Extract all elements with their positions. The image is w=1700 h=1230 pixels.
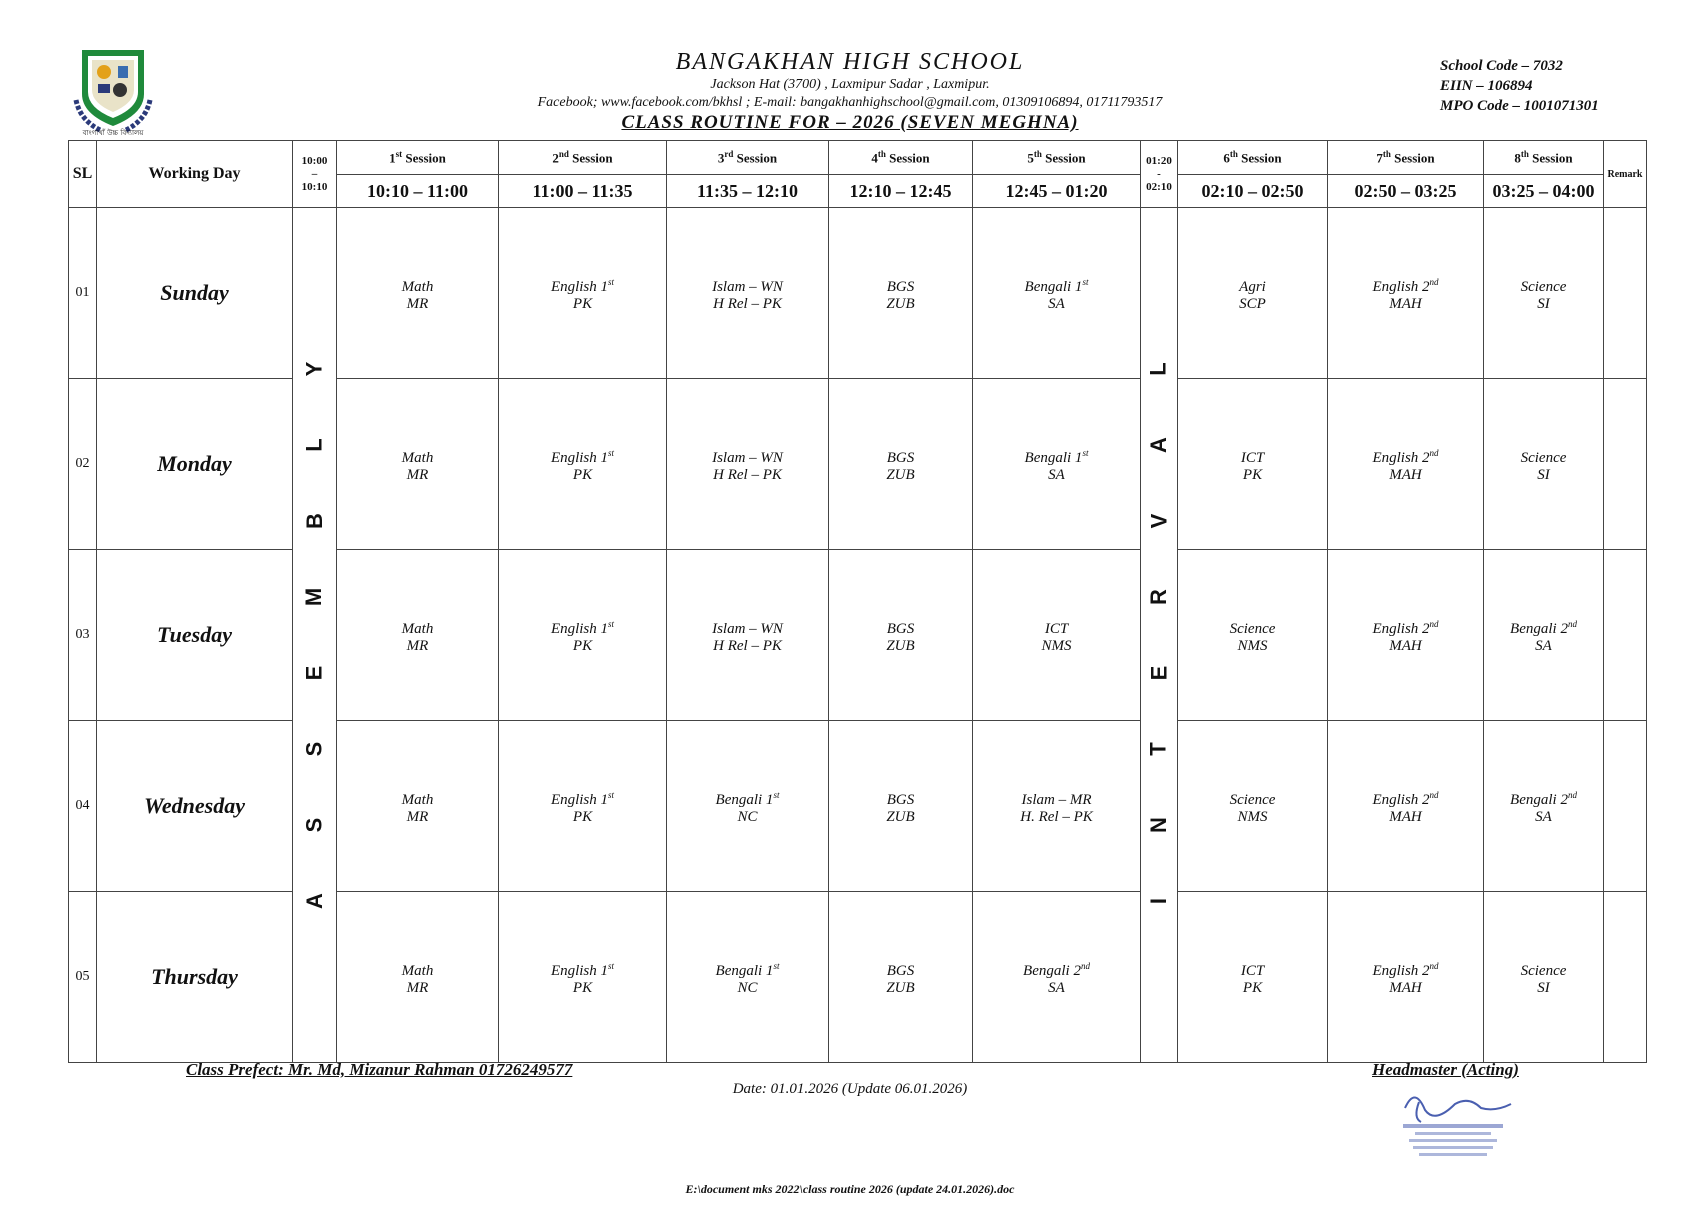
assembly-column-letter: S bbox=[301, 741, 327, 757]
interval-column-letter: I bbox=[1146, 897, 1171, 905]
school-contact: Facebook; www.facebook.com/bkhsl ; E-mail: bangakhanhighschool@gmail.com, 01309106894, 01711793517 bbox=[537, 95, 1163, 110]
class-cell bbox=[1178, 892, 1328, 1063]
remark-cell bbox=[1604, 892, 1647, 1063]
teacher-code: PK bbox=[1242, 466, 1263, 483]
class-cell bbox=[337, 721, 499, 892]
class-cell bbox=[499, 550, 667, 721]
subject-name: English 1st bbox=[550, 789, 615, 808]
teacher-code: MAH bbox=[1389, 979, 1422, 996]
session-header-6: 6th Session bbox=[1178, 141, 1328, 175]
class-cell bbox=[1484, 721, 1604, 892]
assembly-column-letter: E bbox=[301, 665, 327, 681]
school-name: BANGAKHAN HIGH SCHOOL bbox=[675, 49, 1025, 75]
teacher-code: MR bbox=[406, 979, 429, 996]
class-cell bbox=[973, 892, 1141, 1063]
session-header-8: 8th Session bbox=[1484, 141, 1604, 175]
teacher-code: SA bbox=[1048, 979, 1065, 996]
interval-column-letter: E bbox=[1146, 665, 1171, 681]
routine-body bbox=[69, 208, 1647, 1063]
teacher-code: PK bbox=[572, 808, 593, 825]
school-crest-icon bbox=[70, 48, 156, 136]
subject-name: Islam – MR bbox=[1021, 791, 1092, 808]
row-day: Tuesday bbox=[97, 550, 293, 721]
class-cell bbox=[667, 550, 829, 721]
teacher-code: SI bbox=[1537, 979, 1550, 996]
class-cell bbox=[829, 550, 973, 721]
class-cell bbox=[973, 550, 1141, 721]
subject-name: English 2nd bbox=[1372, 789, 1439, 808]
subject-name: Bengali 1st bbox=[715, 960, 780, 979]
subject-name: ICT bbox=[1240, 962, 1265, 979]
interval-column-letter: T bbox=[1145, 742, 1171, 756]
remark-header: Remark bbox=[1604, 141, 1647, 208]
class-cell bbox=[499, 379, 667, 550]
teacher-code: ZUB bbox=[886, 637, 915, 654]
subject-name: English 2nd bbox=[1372, 447, 1439, 466]
teacher-code: PK bbox=[572, 979, 593, 996]
school-codes bbox=[1440, 56, 1599, 116]
interval-time-header: 01:20 - 02:10 bbox=[1141, 141, 1178, 208]
headmaster-label: Headmaster (Acting) bbox=[1372, 1060, 1519, 1079]
teacher-code: MAH bbox=[1389, 808, 1422, 825]
assembly-column-letter: S bbox=[301, 817, 327, 833]
remark-cell bbox=[1604, 379, 1647, 550]
teacher-code: NMS bbox=[1041, 637, 1072, 654]
subject-name: Science bbox=[1229, 791, 1276, 808]
teacher-code: SA bbox=[1535, 637, 1552, 654]
remark-cell bbox=[1604, 208, 1647, 379]
class-cell bbox=[1484, 550, 1604, 721]
class-cell bbox=[667, 208, 829, 379]
subject-name: ICT bbox=[1044, 620, 1069, 637]
routine-title: CLASS ROUTINE FOR – 2026 (SEVEN MEGHNA) bbox=[621, 112, 1079, 133]
teacher-code: SA bbox=[1048, 466, 1065, 483]
class-cell bbox=[973, 721, 1141, 892]
subject-name: Math bbox=[401, 791, 434, 808]
class-cell bbox=[1178, 379, 1328, 550]
class-cell bbox=[499, 208, 667, 379]
teacher-code: ZUB bbox=[886, 295, 915, 312]
teacher-code: ZUB bbox=[886, 979, 915, 996]
teacher-code: NC bbox=[737, 979, 758, 996]
class-cell bbox=[1178, 208, 1328, 379]
teacher-code: SCP bbox=[1239, 295, 1266, 312]
subject-name: Islam – WN bbox=[712, 278, 783, 295]
subject-name: Bengali 2nd bbox=[1510, 789, 1577, 808]
class-cell bbox=[829, 208, 973, 379]
subject-name: Math bbox=[401, 278, 434, 295]
interval-column-letter: L bbox=[1145, 362, 1171, 376]
signature-stamp-icon bbox=[1385, 1088, 1525, 1168]
subject-name: English 2nd bbox=[1372, 276, 1439, 295]
teacher-code: SI bbox=[1537, 295, 1550, 312]
row-day: Monday bbox=[97, 379, 293, 550]
class-prefect: Class Prefect: Mr. Md, Mizanur Rahman 01726249577 bbox=[186, 1060, 573, 1079]
class-cell bbox=[1178, 550, 1328, 721]
subject-name: Science bbox=[1229, 620, 1276, 637]
row-sl: 05 bbox=[69, 892, 97, 1063]
class-cell bbox=[1328, 208, 1484, 379]
assembly-column-letter: B bbox=[301, 513, 327, 529]
teacher-code: MAH bbox=[1389, 295, 1422, 312]
teacher-code: SI bbox=[1537, 466, 1550, 483]
class-cell bbox=[1484, 892, 1604, 1063]
svg-text:বাংগাখাঁ উচ্চ বিদ্যালয়: বাংগাখাঁ উচ্চ বিদ্যালয় bbox=[82, 129, 144, 136]
class-cell bbox=[337, 892, 499, 1063]
class-cell bbox=[829, 721, 973, 892]
teacher-code: NC bbox=[737, 808, 758, 825]
teacher-code: MAH bbox=[1389, 637, 1422, 654]
class-cell bbox=[1484, 208, 1604, 379]
teacher-code: NMS bbox=[1237, 637, 1268, 654]
subject-name: Islam – WN bbox=[712, 620, 783, 637]
session-time-7: 02:50 – 03:25 bbox=[1328, 175, 1484, 208]
working-day-header: Working Day bbox=[97, 141, 293, 208]
subject-name: Math bbox=[401, 962, 434, 979]
class-cell bbox=[829, 379, 973, 550]
subject-name: English 1st bbox=[550, 276, 615, 295]
session-time-6: 02:10 – 02:50 bbox=[1178, 175, 1328, 208]
interval-column-letter: R bbox=[1145, 589, 1171, 605]
row-sl: 02 bbox=[69, 379, 97, 550]
class-cell bbox=[1484, 379, 1604, 550]
subject-name: English 1st bbox=[550, 447, 615, 466]
session-time-1: 10:10 – 11:00 bbox=[337, 175, 499, 208]
assembly-column-letter: M bbox=[301, 587, 327, 607]
table-row bbox=[69, 208, 1647, 379]
teacher-code: PK bbox=[572, 466, 593, 483]
assembly-column bbox=[293, 208, 337, 1063]
subject-name: Islam – WN bbox=[712, 449, 783, 466]
subject-name: ICT bbox=[1240, 449, 1265, 466]
subject-name: Science bbox=[1520, 962, 1567, 979]
interval-column-letter: N bbox=[1145, 817, 1171, 833]
teacher-code: H Rel – PK bbox=[713, 466, 782, 483]
class-cell bbox=[499, 892, 667, 1063]
teacher-code: NMS bbox=[1237, 808, 1268, 825]
row-day: Wednesday bbox=[97, 721, 293, 892]
class-cell bbox=[337, 379, 499, 550]
session-header-1: 1st Session bbox=[337, 141, 499, 175]
session-header-4: 4th Session bbox=[829, 141, 973, 175]
teacher-code: MAH bbox=[1389, 466, 1422, 483]
file-path: E:\document mks 2022\class routine 2026 (update 24.01.2026).doc bbox=[685, 1182, 1015, 1196]
session-time-5: 12:45 – 01:20 bbox=[973, 175, 1141, 208]
session-time-3: 11:35 – 12:10 bbox=[667, 175, 829, 208]
class-cell bbox=[973, 379, 1141, 550]
subject-name: Math bbox=[401, 449, 434, 466]
class-cell bbox=[1328, 721, 1484, 892]
session-time-8: 03:25 – 04:00 bbox=[1484, 175, 1604, 208]
class-cell bbox=[667, 721, 829, 892]
teacher-code: ZUB bbox=[886, 808, 915, 825]
subject-name: BGS bbox=[886, 278, 915, 295]
class-cell bbox=[973, 208, 1141, 379]
row-day: Sunday bbox=[97, 208, 293, 379]
subject-name: Bengali 1st bbox=[1024, 276, 1089, 295]
teacher-code: H Rel – PK bbox=[713, 295, 782, 312]
subject-name: English 1st bbox=[550, 618, 615, 637]
routine-table bbox=[68, 140, 1647, 1063]
routine-date: Date: 01.01.2026 (Update 06.01.2026) bbox=[732, 1081, 968, 1097]
teacher-code: PK bbox=[572, 295, 593, 312]
interval-column-letter: V bbox=[1146, 513, 1171, 529]
session-header-3: 3rd Session bbox=[667, 141, 829, 175]
class-cell bbox=[337, 550, 499, 721]
class-cell bbox=[1328, 892, 1484, 1063]
teacher-code: PK bbox=[1242, 979, 1263, 996]
teacher-code: SA bbox=[1535, 808, 1552, 825]
subject-name: Bengali 1st bbox=[715, 789, 780, 808]
eiin-code: EIIN – 106894 bbox=[1440, 78, 1533, 94]
subject-name: Bengali 1st bbox=[1024, 447, 1089, 466]
teacher-code: MR bbox=[406, 637, 429, 654]
assembly-column-letter: L bbox=[301, 438, 327, 452]
teacher-code: MR bbox=[406, 808, 429, 825]
assembly-column-letter: Y bbox=[301, 361, 327, 377]
session-header-5: 5th Session bbox=[973, 141, 1141, 175]
teacher-code: SA bbox=[1048, 295, 1065, 312]
interval-column-letter: A bbox=[1145, 437, 1171, 453]
session-time-4: 12:10 – 12:45 bbox=[829, 175, 973, 208]
subject-name: English 1st bbox=[550, 960, 615, 979]
subject-name: BGS bbox=[886, 791, 915, 808]
class-cell bbox=[337, 208, 499, 379]
mpo-code: MPO Code – 1001071301 bbox=[1440, 98, 1599, 114]
subject-name: Science bbox=[1520, 278, 1567, 295]
class-cell bbox=[1178, 721, 1328, 892]
assembly-time-header: 10:00 – 10:10 bbox=[293, 141, 337, 208]
teacher-code: MR bbox=[406, 466, 429, 483]
class-cell bbox=[667, 379, 829, 550]
row-sl: 03 bbox=[69, 550, 97, 721]
subject-name: BGS bbox=[886, 962, 915, 979]
subject-name: Agri bbox=[1239, 278, 1266, 295]
class-cell bbox=[829, 892, 973, 1063]
row-sl: 01 bbox=[69, 208, 97, 379]
subject-name: English 2nd bbox=[1372, 618, 1439, 637]
sl-header: SL bbox=[69, 141, 97, 208]
class-cell bbox=[1328, 379, 1484, 550]
row-sl: 04 bbox=[69, 721, 97, 892]
class-cell bbox=[667, 892, 829, 1063]
teacher-code: H Rel – PK bbox=[713, 637, 782, 654]
subject-name: Bengali 2nd bbox=[1510, 618, 1577, 637]
school-address: Jackson Hat (3700) , Laxmipur Sadar , Laxmipur. bbox=[710, 77, 990, 92]
teacher-code: PK bbox=[572, 637, 593, 654]
remark-cell bbox=[1604, 550, 1647, 721]
session-header-2: 2nd Session bbox=[499, 141, 667, 175]
subject-name: BGS bbox=[886, 449, 915, 466]
subject-name: Math bbox=[401, 620, 434, 637]
assembly-column-letter: A bbox=[301, 893, 327, 909]
subject-name: Bengali 2nd bbox=[1023, 960, 1090, 979]
remark-cell bbox=[1604, 721, 1647, 892]
subject-name: Science bbox=[1520, 449, 1567, 466]
teacher-code: MR bbox=[406, 295, 429, 312]
teacher-code: H. Rel – PK bbox=[1020, 808, 1093, 825]
class-cell bbox=[1328, 550, 1484, 721]
school-code: School Code – 7032 bbox=[1440, 58, 1563, 74]
row-day: Thursday bbox=[97, 892, 293, 1063]
class-cell bbox=[499, 721, 667, 892]
session-header-7: 7th Session bbox=[1328, 141, 1484, 175]
page-header bbox=[440, 48, 1260, 134]
interval-column bbox=[1141, 208, 1178, 1063]
session-time-2: 11:00 – 11:35 bbox=[499, 175, 667, 208]
subject-name: BGS bbox=[886, 620, 915, 637]
teacher-code: ZUB bbox=[886, 466, 915, 483]
subject-name: English 2nd bbox=[1372, 960, 1439, 979]
